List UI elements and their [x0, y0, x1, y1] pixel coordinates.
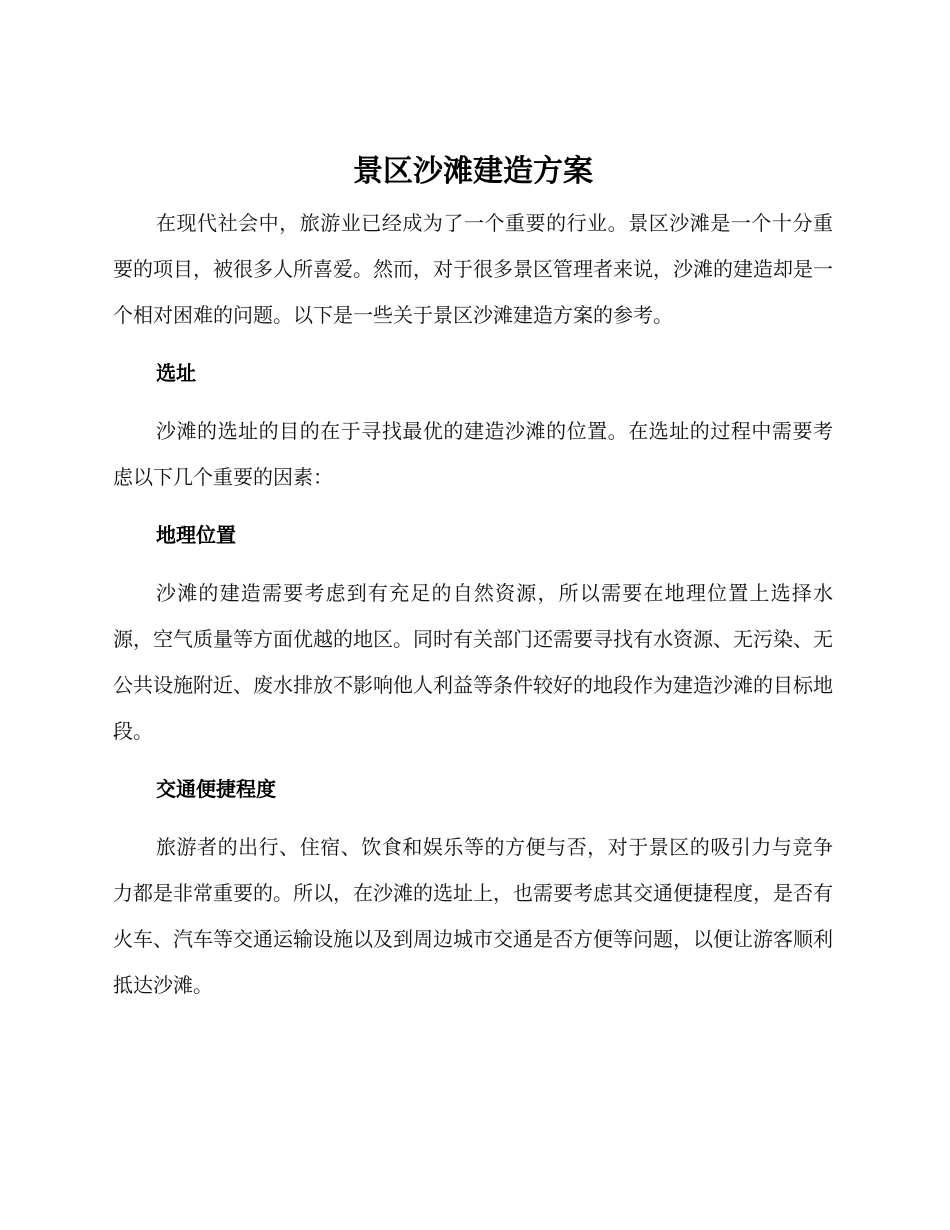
document-title: 景区沙滩建造方案	[353, 154, 593, 189]
document-body	[113, 150, 833, 1008]
section-heading-site: 选址	[156, 361, 196, 385]
section-body-geo: 沙滩的建造需要考虑到有充足的自然资源，所以需要在地理位置上选择水源，空气质量等方面优越的地区。同时有关部门还需要寻找有水资源、无污染、无公共设施附近、废水排放不影响他人利益等条件较好的地段作为建造沙滩的目标地段。	[113, 581, 833, 743]
section-body-traffic: 旅游者的出行、住宿、饮食和娱乐等的方便与否，对于景区的吸引力与竞争力都是非常重要的。所以，在沙滩的选址上，也需要考虑其交通便捷程度，是否有火车、汽车等交通运输设施以及到周边城市交通是否方便等问题，以便让游客顺利抵达沙滩。	[113, 835, 833, 997]
section-heading-geo: 地理位置	[156, 523, 236, 547]
intro-paragraph: 在现代社会中，旅游业已经成为了一个重要的行业。景区沙滩是一个十分重要的项目，被很多人所喜爱。然而，对于很多景区管理者来说，沙滩的建造却是一个相对困难的问题。以下是一些关于景区沙滩建造方案的参考。	[113, 211, 833, 327]
section-body-site: 沙滩的选址的目的在于寻找最优的建造沙滩的位置。在选址的过程中需要考虑以下几个重要的因素：	[113, 419, 833, 489]
section-heading-traffic: 交通便捷程度	[156, 777, 276, 801]
